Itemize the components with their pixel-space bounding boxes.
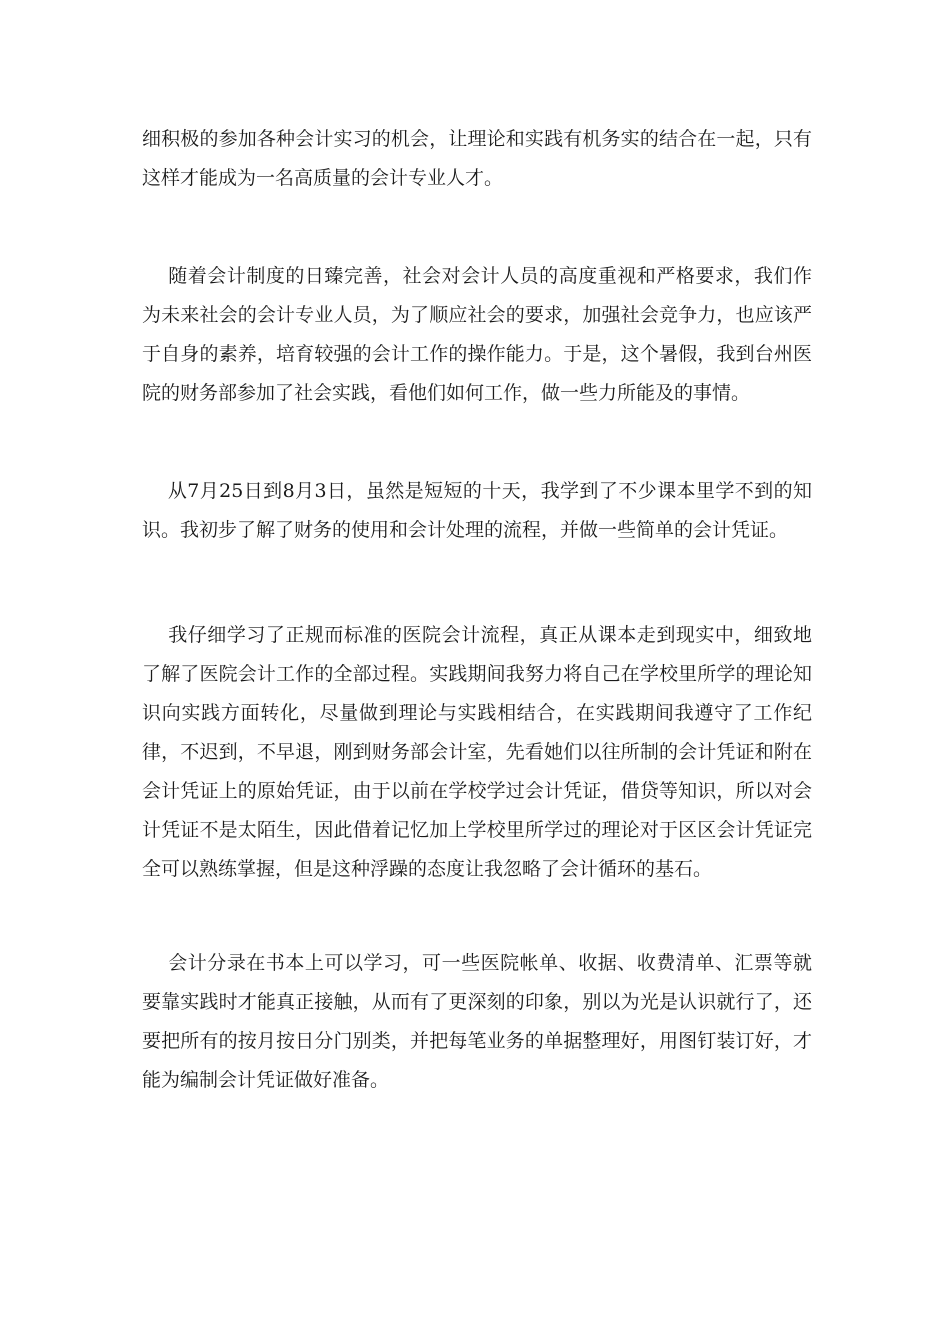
paragraph-hospital-accounting: 我仔细学习了正规而标准的医院会计流程，真正从课本走到现实中，细致地了解了医院会计工作的全部过程。实践期间我努力将自己在学校里所学的理论知识向实践方面转化，尽量做到理论与实践相结合，在实践期间我遵守了工作纪律，不迟到，不早退，刚到财务部会计室，先看她们以往所制的会计凭证和附在会计凭证上的原始凭证，由于以前在学校学过会计凭证，借贷等知识，所以对会计凭证不是太陌生，因此借着记忆加上学校里所学过的理论对于区区会计凭证完全可以熟练掌握，但是这种浮躁的态度让我忽略了会计循环的基石。	[142, 624, 812, 880]
paragraph-journal-entries: 会计分录在书本上可以学习，可一些医院帐单、收据、收费清单、汇票等就要靠实践时才能真正接触，从而有了更深刻的印象，别以为光是认识就行了，还要把所有的按月按日分门别类，并把每笔业务的单据整理好，用图钉装订好，才能为编制会计凭证做好准备。	[142, 952, 812, 1091]
paragraph-accounting-system: 随着会计制度的日臻完善，社会对会计人员的高度重视和严格要求，我们作为未来社会的会计专业人员，为了顺应社会的要求，加强社会竞争力，也应该严于自身的素养，培育较强的会计工作的操作能力。于是，这个暑假，我到台州医院的财务部参加了社会实践，看他们如何工作，做一些力所能及的事情。	[142, 265, 812, 404]
paragraph-internship-dates: 从7月25日到8月3日，虽然是短短的十天，我学到了不少课本里学不到的知识。我初步了解了财务的使用和会计处理的流程，并做一些简单的会计凭证。	[142, 480, 812, 541]
paragraph-continuation: 细积极的参加各种会计实习的机会，让理论和实践有机务实的结合在一起，只有这样才能成为一名高质量的会计专业人才。	[142, 128, 812, 189]
